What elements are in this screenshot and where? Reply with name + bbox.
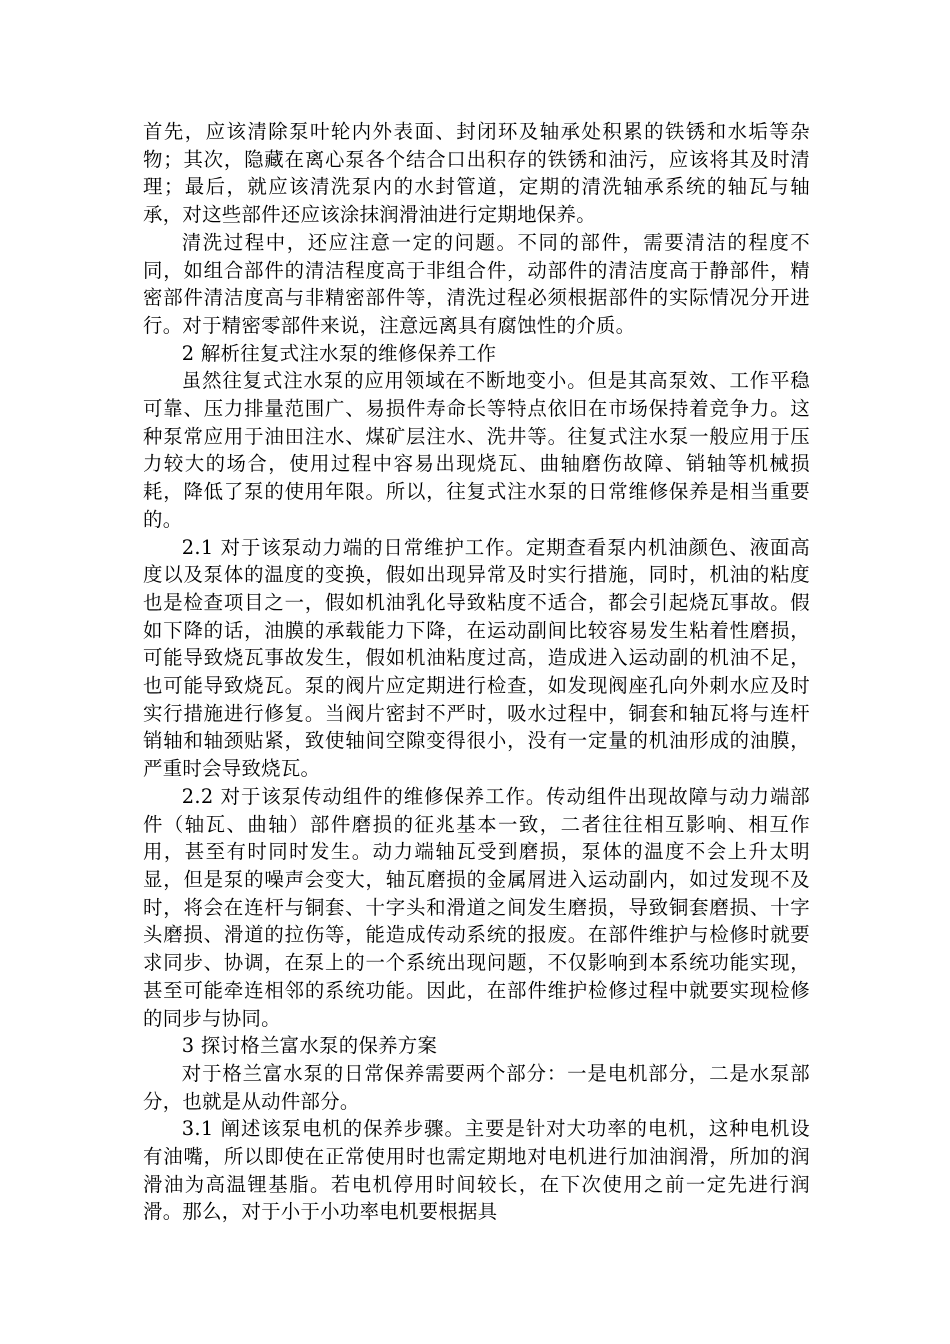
paragraph-grundfos-intro: 对于格兰富水泵的日常保养需要两个部分：一是电机部分，二是水泵部分，也就是从动件部分。 [143,1061,810,1113]
section-heading-3: 3 探讨格兰富水泵的保养方案 [181,1034,438,1058]
paragraph-power-end-maintenance: 2.1 对于该泵动力端的日常维护工作。定期查看泵内机油颜色、液面高度以及泵体的温度的变换，假如出现异常及时实行措施，同时，机油的粘度也是检查项目之一，假如机油乳化导致粘度不适合，都会引起烧瓦事故。假如下降的话，油膜的承载能力下降，在运动副间比较容易发生粘着性磨损，可能导致烧瓦事故发生，假如机油粘度过高，造成进入运动副的机油不足，也可能导致烧瓦。泵的阀片应定期进行检查，如发现阀座孔向外刺水应及时实行措施进行修复。当阀片密封不严时，吸水过程中，铜套和轴瓦将与连杆销轴和轴颈贴紧，致使轴间空隙变得很小，没有一定量的机油形成的油膜，严重时会导致烧瓦。 [143,535,810,781]
paragraph-cleaning-notes: 清洗过程中，还应注意一定的问题。不同的部件，需要清洁的程度不同，如组合部件的清洁程度高于非组合件，动部件的清洁度高于静部件，精密部件清洁度高与非精密部件等，清洗过程必须根据部件的实际情况分开进行。对于精密零部件来说，注意远离具有腐蚀性的介质。 [143,230,810,337]
section-heading-2: 2 解析往复式注水泵的维修保养工作 [181,341,497,365]
paragraph-cleaning-steps: 首先，应该清除泵叶轮内外表面、封闭环及轴承处积累的铁锈和水垢等杂物；其次，隐藏在离心泵各个结合口出积存的铁锈和油污，应该将其及时清理；最后，就应该清洗泵内的水封管道，定期的清洗轴承系统的轴瓦与轴承，对这些部件还应该涂抹润滑油进行定期地保养。 [143,120,810,227]
paragraph-motor-maintenance: 3.1 阐述该泵电机的保养步骤。主要是针对大功率的电机，这种电机设有油嘴，所以即使在正常使用时也需定期地对电机进行加油润滑，所加的润滑油为高温锂基脂。若电机停用时间较长，在下次使用之前一定先进行润滑。那么，对于小于小功率电机要根据具 [143,1117,810,1224]
document-page [143,118,810,1226]
paragraph-reciprocating-pump-intro: 虽然往复式注水泵的应用领域在不断地变小。但是其高泵效、工作平稳可靠、压力排量范围广、易损件寿命长等特点依旧在市场保持着竞争力。这种泵常应用于油田注水、煤矿层注水、洗井等。往复式注水泵一般应用于压力较大的场合，使用过程中容易出现烧瓦、曲轴磨伤故障、销轴等机械损耗，降低了泵的使用年限。所以，往复式注水泵的日常维修保养是相当重要的。 [143,369,810,531]
paragraph-transmission-maintenance: 2.2 对于该泵传动组件的维修保养工作。传动组件出现故障与动力端部件（轴瓦、曲轴）部件磨损的征兆基本一致，二者往往相互影响、相互作用，甚至有时同时发生。动力端轴瓦受到磨损，泵体的温度不会上升太明显，但是泵的噪声会变大，轴瓦磨损的金属屑进入运动副内，如过发现不及时，将会在连杆与铜套、十字头和滑道之间发生磨损，导致铜套磨损、十字头磨损、滑道的拉伤等，能造成传动系统的报废。在部件维护与检修时就要求同步、协调，在泵上的一个系统出现问题，不仅影响到本系统功能实现，甚至可能牵连相邻的系统功能。因此，在部件维护检修过程中就要实现检修的同步与协同。 [143,784,810,1030]
